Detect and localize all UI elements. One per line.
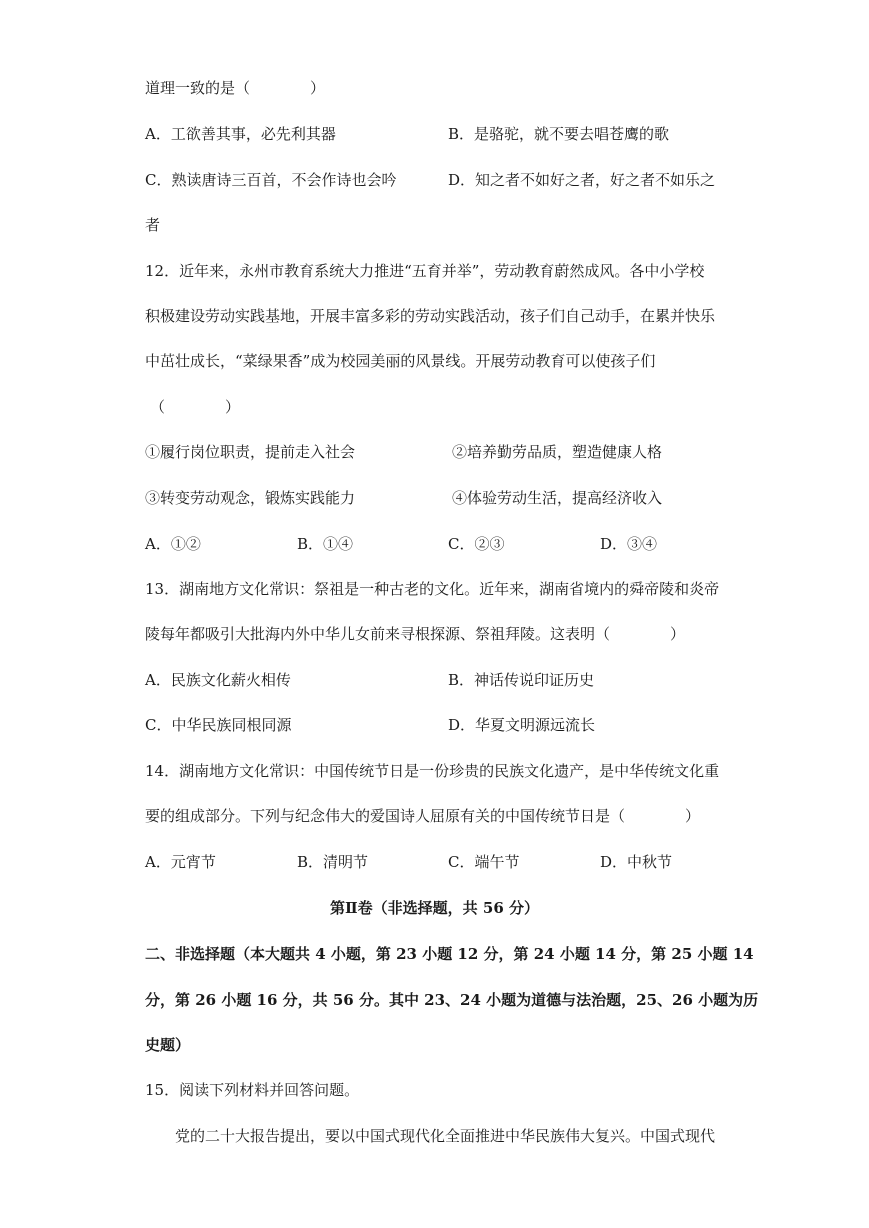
q11-option-a: A．工欲善其事，必先利其器 — [145, 125, 336, 143]
q14-stem-line-1: 14．湖南地方文化常识：中国传统节日是一份珍贵的民族文化遗产，是中华传统文化重 — [145, 762, 720, 780]
q15-stem: 15．阅读下列材料并回答问题。 — [145, 1081, 360, 1099]
q13-stem-line-1: 13．湖南地方文化常识：祭祖是一种古老的文化。近年来，湖南省境内的舜帝陵和炎帝 — [145, 580, 720, 598]
q11-option-b: B．是骆驼，就不要去唱苍鹰的歌 — [448, 125, 670, 143]
section-2-title: 第Ⅱ卷（非选择题，共 56 分） — [330, 899, 539, 917]
q12-option-a: A．①② — [145, 535, 201, 553]
q15-material-line-1: 党的二十大报告提出，要以中国式现代化全面推进中华民族伟大复兴。中国式现代 — [175, 1127, 716, 1145]
q12-stem-line-1: 12．近年来，永州市教育系统大力推进“五育并举”，劳动教育蔚然成风。各中小学校 — [145, 262, 705, 280]
q12-option-b: B．①④ — [297, 535, 354, 553]
q13-stem-line-2: 陵每年都吸引大批海内外中华儿女前来寻根探源、祭祖拜陵。这表明（ ） — [145, 625, 686, 643]
q14-option-d: D．中秋节 — [600, 853, 673, 871]
q13-option-a: A．民族文化薪火相传 — [145, 671, 291, 689]
q13-option-c: C．中华民族同根同源 — [145, 716, 292, 734]
q14-stem-line-2: 要的组成部分。下列与纪念伟大的爱国诗人屈原有关的中国传统节日是（ ） — [145, 807, 701, 825]
q11-stem-end: 道理一致的是（ ） — [145, 79, 326, 97]
q12-statement-2: ②培养勤劳品质，塑造健康人格 — [452, 443, 663, 461]
section-2-instructions-line-3: 史题） — [145, 1036, 191, 1054]
q14-option-c: C．端午节 — [448, 853, 520, 871]
q14-option-b: B．清明节 — [297, 853, 369, 871]
section-2-instructions-line-2: 分，第 26 小题 16 分，共 56 分。其中 23、24 小题为道德与法治题，25、26 小题为历 — [145, 991, 759, 1009]
q12-stem-line-3: 中茁壮成长，“菜绿果香”成为校园美丽的风景线。开展劳动教育可以使孩子们 — [145, 352, 656, 370]
q14-option-a: A．元宵节 — [145, 853, 216, 871]
q12-option-c: C．②③ — [448, 535, 505, 553]
section-2-instructions-line-1: 二、非选择题（本大题共 4 小题，第 23 小题 12 分，第 24 小题 14 分，第 25 小题 14 — [145, 945, 754, 963]
q12-statement-3: ③转变劳动观念，锻炼实践能力 — [145, 489, 356, 507]
q12-stem-line-2: 积极建设劳动实践基地，开展丰富多彩的劳动实践活动，孩子们自己动手，在累并快乐 — [145, 307, 716, 325]
q12-option-d: D．③④ — [600, 535, 658, 553]
q11-option-d: D．知之者不如好之者，好之者不如乐之 — [448, 171, 716, 189]
q12-answer-blank: （ ） — [150, 398, 241, 416]
q11-option-c: C．熟读唐诗三百首，不会作诗也会吟 — [145, 171, 397, 189]
q13-option-b: B．神话传说印证历史 — [448, 671, 595, 689]
q12-statement-4: ④体验劳动生活，提高经济收入 — [452, 489, 663, 507]
q11-option-d-continued: 者 — [145, 216, 161, 234]
q13-option-d: D．华夏文明源远流长 — [448, 716, 596, 734]
q12-statement-1: ①履行岗位职责，提前走入社会 — [145, 443, 356, 461]
